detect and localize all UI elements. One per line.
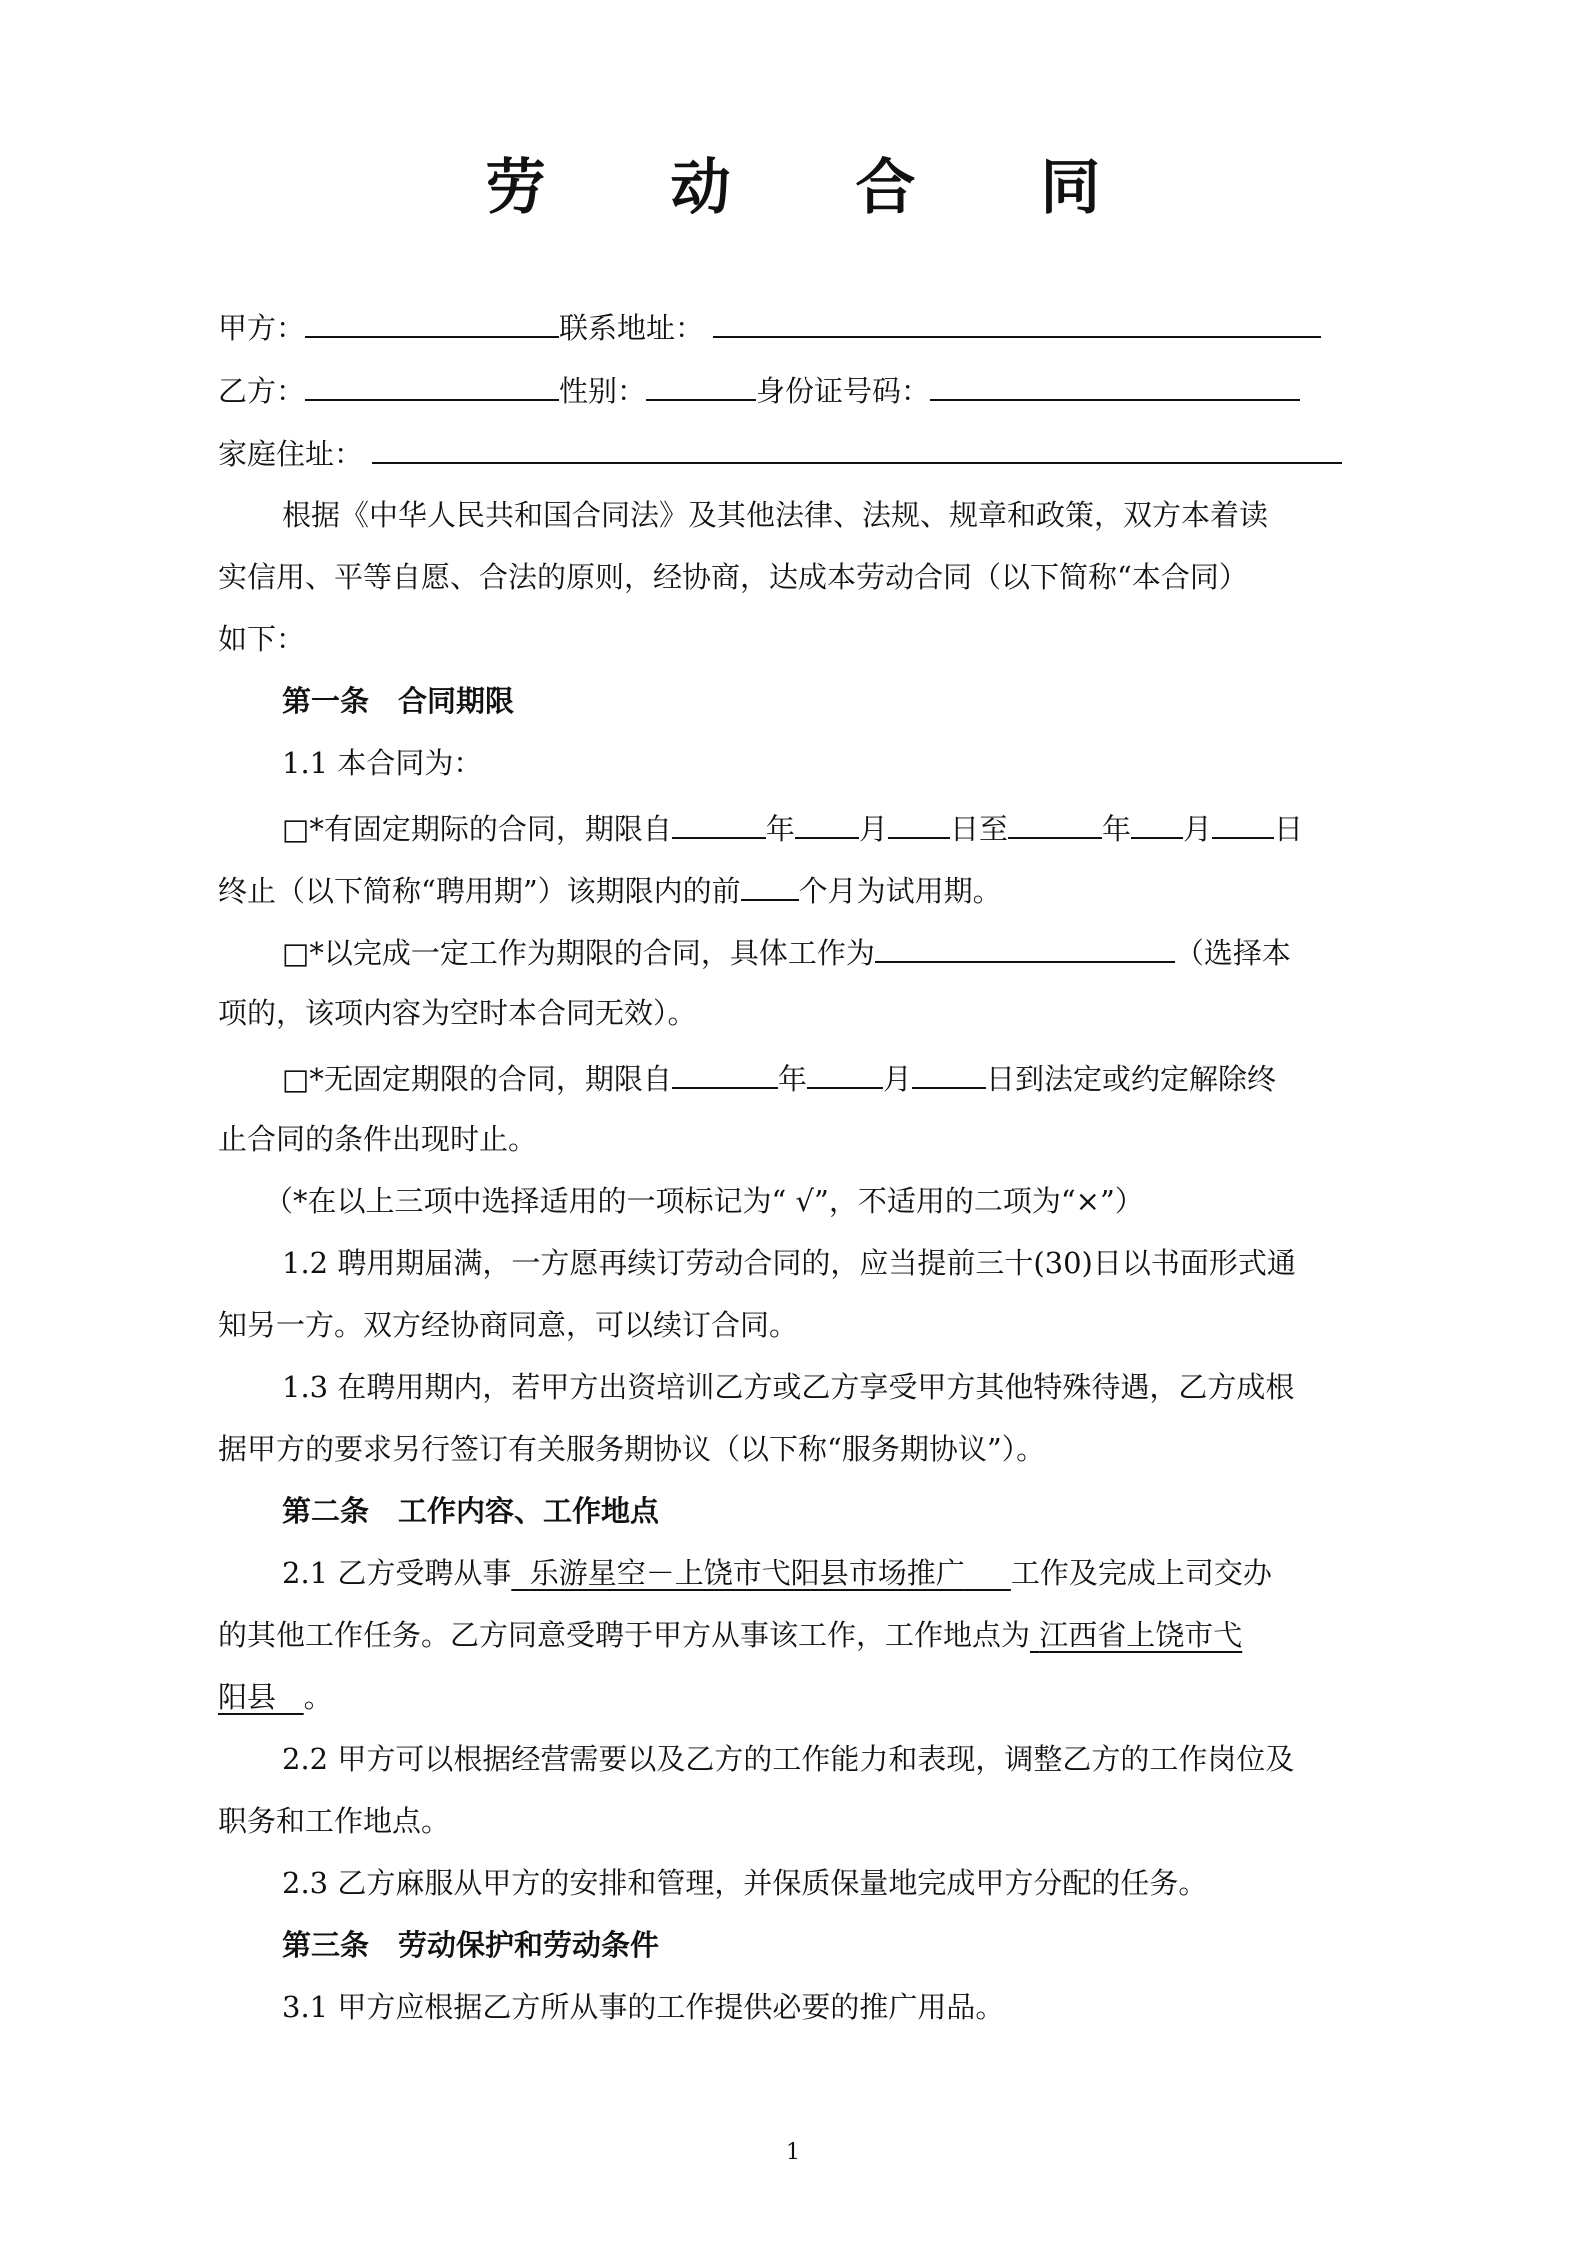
clause-1-2-cont: 知另一方。双方经协商同意，可以续订合同。: [218, 1308, 799, 1342]
option-task-note: （选择本: [1174, 936, 1291, 970]
clause-1-1: 1.1 本合同为：: [282, 746, 483, 780]
clause-1-2: 1.2 聘用期届满，一方愿再续订劳动合同的，应当提前三十(30)日以书面形式通: [282, 1246, 1296, 1280]
task-description-field[interactable]: [875, 931, 1175, 963]
job-title-field[interactable]: [511, 1556, 1011, 1590]
contact-address-label: 联系地址：: [559, 311, 705, 345]
month-label: 月: [1182, 812, 1212, 846]
work-location-value-1: 江西省上饶市弋: [1039, 1618, 1243, 1652]
home-address-field[interactable]: [372, 432, 1342, 464]
gender-label: 性别：: [559, 374, 647, 408]
option-fixed-term: [282, 807, 1303, 849]
end-month-field[interactable]: [1131, 807, 1183, 839]
year-label: 年: [765, 812, 795, 846]
option-fixed-term-label[interactable]: □*有固定期际的合同，期限自: [282, 812, 672, 846]
party-a-label: 甲方：: [218, 311, 306, 345]
end-day-field[interactable]: [1212, 807, 1274, 839]
option-task-term-label[interactable]: □*以完成一定工作为期限的合同，具体工作为: [282, 936, 875, 970]
article-1-heading: 第一条 合同期限: [282, 684, 515, 718]
page-title: 劳 动 合 同: [485, 153, 1153, 223]
option-task-term-cont: 项的，该项内容为空时本合同无效）。: [218, 996, 697, 1030]
work-location-value-2: 阳县: [218, 1680, 277, 1714]
clause-3-1: 3.1 甲方应根据乙方所从事的工作提供必要的推广用品。: [282, 1990, 1005, 2024]
option-fixed-term-cont: [218, 869, 1002, 911]
job-title-value: 乐游星空－上饶市弋阳县市场推广: [529, 1556, 965, 1590]
clause-2-1: [282, 1553, 1272, 1593]
work-location-text: 的其他工作任务。乙方同意受聘于甲方从事该工作，工作地点为: [218, 1618, 1031, 1652]
probation-text: 终止（以下简称“聘用期”）该期限内的前: [218, 874, 741, 908]
option-open-term-cont: 止合同的条件出现时止。: [218, 1122, 538, 1156]
home-address-row: [218, 432, 1342, 474]
intro-line-1: 根据《中华人民共和国合同法》及其他法律、法规、规章和政策，双方本着读: [282, 498, 1269, 532]
contact-address-field[interactable]: [713, 306, 1321, 338]
home-address-label: 家庭住址：: [218, 437, 364, 471]
start-day-field[interactable]: [888, 807, 950, 839]
clause-2-1-cont: [218, 1615, 1242, 1655]
party-b-label: 乙方：: [218, 374, 306, 408]
clause-2-2-cont: 职务和工作地点。: [218, 1804, 451, 1838]
end-year-field[interactable]: [1008, 807, 1102, 839]
option-task-term: [282, 931, 1291, 973]
day-label: 日: [1273, 812, 1303, 846]
party-a-field[interactable]: [305, 306, 559, 338]
clause-2-2: 2.2 甲方可以根据经营需要以及乙方的工作能力和表现，调整乙方的工作岗位及: [282, 1742, 1295, 1776]
year-label: 年: [1101, 812, 1131, 846]
probation-text-end: 个月为试用期。: [798, 874, 1002, 908]
start-year-field[interactable]: [672, 807, 766, 839]
clause-1-3-cont: 据甲方的要求另行签订有关服务期协议（以下称“服务期协议”）。: [218, 1432, 1046, 1466]
party-b-field[interactable]: [305, 369, 559, 401]
open-start-year-field[interactable]: [672, 1057, 778, 1089]
month-label: 月: [882, 1062, 912, 1096]
intro-line-2: 实信用、平等自愿、合法的原则，经协商，达成本劳动合同（以下简称“本合同）: [218, 560, 1248, 594]
work-location-field-cont[interactable]: [218, 1680, 304, 1714]
work-location-field[interactable]: [1030, 1618, 1242, 1652]
open-start-day-field[interactable]: [912, 1057, 986, 1089]
start-month-field[interactable]: [795, 807, 859, 839]
intro-line-3: 如下：: [218, 622, 306, 656]
selection-note: （*在以上三项中选择适用的一项标记为“ √”，不适用的二项为“×”）: [264, 1184, 1144, 1218]
article-3-heading: 第三条 劳动保护和劳动条件: [282, 1928, 660, 1962]
party-b-row: [218, 369, 1300, 411]
day-to-label: 日至: [949, 812, 1008, 846]
option-open-term: [282, 1057, 1276, 1099]
clause-2-1-text-end: 工作及完成上司交办: [1010, 1556, 1272, 1590]
clause-2-1-text: 2.1 乙方受聘从事: [282, 1556, 512, 1590]
year-label: 年: [777, 1062, 807, 1096]
page-number: 1: [786, 2140, 800, 2165]
clause-2-1-cont-2: [218, 1677, 333, 1717]
open-start-month-field[interactable]: [807, 1057, 883, 1089]
id-number-field[interactable]: [930, 369, 1300, 401]
gender-field[interactable]: [646, 369, 756, 401]
article-2-heading: 第二条 工作内容、工作地点: [282, 1494, 660, 1528]
party-a-row: [218, 306, 1321, 348]
probation-months-field[interactable]: [741, 869, 799, 901]
id-number-label: 身份证号码：: [756, 374, 931, 408]
option-open-term-label[interactable]: □*无固定期限的合同，期限自: [282, 1062, 672, 1096]
clause-2-1-end: 。: [303, 1680, 333, 1714]
month-label: 月: [858, 812, 888, 846]
clause-1-3: 1.3 在聘用期内，若甲方出资培训乙方或乙方享受甲方其他特殊待遇，乙方成根: [282, 1370, 1295, 1404]
clause-2-3: 2.3 乙方麻服从甲方的安排和管理，并保质保量地完成甲方分配的任务。: [282, 1866, 1208, 1900]
open-term-text: 日到法定或约定解除终: [985, 1062, 1276, 1096]
